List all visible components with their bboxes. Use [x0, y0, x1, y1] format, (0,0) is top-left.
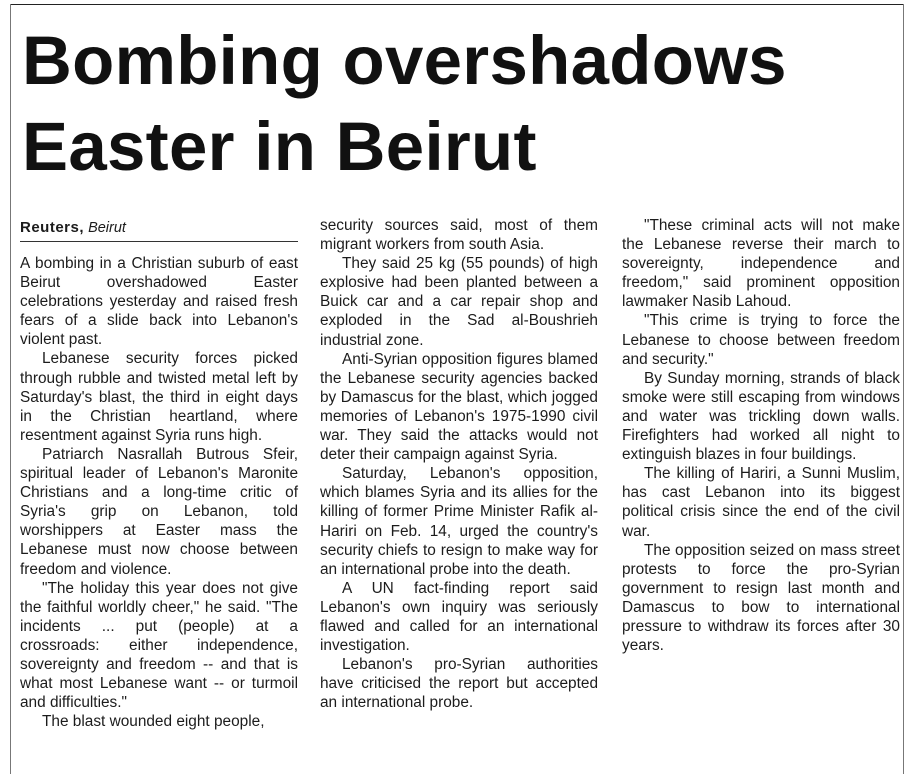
paragraph: "This crime is trying to force the Lebanese to choose between freedom and security." [622, 312, 900, 368]
paragraph: Saturday, Lebanon's opposition, which blames Syria and its allies for the killing of former Prime Minister Rafik al-Hariri on Feb. 14, urged the country's security chiefs to resign to make way for an international probe into the death. [320, 465, 598, 578]
byline-location: Beirut [88, 220, 126, 236]
paragraph: Lebanese security forces picked through rubble and twisted metal left by Saturday's blast, the third in eight days in the Christian heartland, where resentment against Syria runs high. [20, 350, 298, 444]
paragraph: "These criminal acts will not make the Lebanese reverse their march to sovereignty, independence and freedom," said prominent opposition lawmaker Nasib Lahoud. [622, 217, 900, 311]
paragraph: The killing of Hariri, a Sunni Muslim, has cast Lebanon into its biggest political crisis since the end of the civil war. [622, 465, 900, 540]
paragraph: The opposition seized on mass street protests to force the pro-Syrian government to resign last month and Damascus to bow to international pressure to withdraw its forces after 30 years. [622, 541, 900, 655]
byline [20, 216, 298, 242]
paragraph: The blast wounded eight people, [42, 713, 265, 731]
left-rule [10, 4, 11, 774]
paragraph: "The holiday this year does not give the faithful worldly cheer," he said. "The incidents ... put (people) at a crossroads: either independence, sovereignty and freedom -- and that is what most Lebanese want -- or turmoil and difficulties." [20, 579, 298, 712]
paragraph: They said 25 kg (55 pounds) of high explosive had been planted between a Buick car and a car repair shop and exploded in the Sad al-Boushrieh industrial zone. [320, 255, 598, 349]
paragraph: Patriarch Nasrallah Butrous Sfeir, spiritual leader of Lebanon's Maronite Christians and a long-time critic of Syria's grip on Lebanon, told worshippers at Easter mass the Lebanese must now choose between freedom and violence. [20, 445, 298, 578]
headline-line-1: Bombing overshadows [22, 22, 787, 99]
paragraph: By Sunday morning, strands of black smoke were still escaping from windows and water was trickling down walls. Firefighters had worked all night to extinguish blazes in four buildings. [622, 369, 900, 464]
right-rule [903, 4, 904, 774]
article-column-2 [320, 216, 598, 712]
paragraph: Lebanon's pro-Syrian authorities have criticised the report but accepted an international probe. [320, 656, 598, 712]
headline-line-2: Easter in Beirut [22, 108, 537, 185]
paragraph: A UN fact-finding report said Lebanon's own inquiry was seriously flawed and called for an international investigation. [320, 579, 598, 655]
article-column-1 [20, 216, 298, 731]
article-column-3 [622, 216, 900, 655]
byline-agency: Reuters, [20, 219, 85, 236]
headline [22, 18, 902, 190]
top-rule [10, 4, 903, 5]
paragraph: A bombing in a Christian suburb of east Beirut overshadowed Easter celebrations yesterday and raised fresh fears of a slide back into Lebanon's violent past. [20, 255, 298, 349]
paragraph: Anti-Syrian opposition figures blamed the Lebanese security agencies backed by Damascus for the blast, which jogged memories of Lebanon's 1975-1990 civil war. They said the attacks would not deter their campaign against Syria. [320, 350, 598, 464]
paragraph: security sources said, most of them migrant workers from south Asia. [320, 217, 598, 254]
